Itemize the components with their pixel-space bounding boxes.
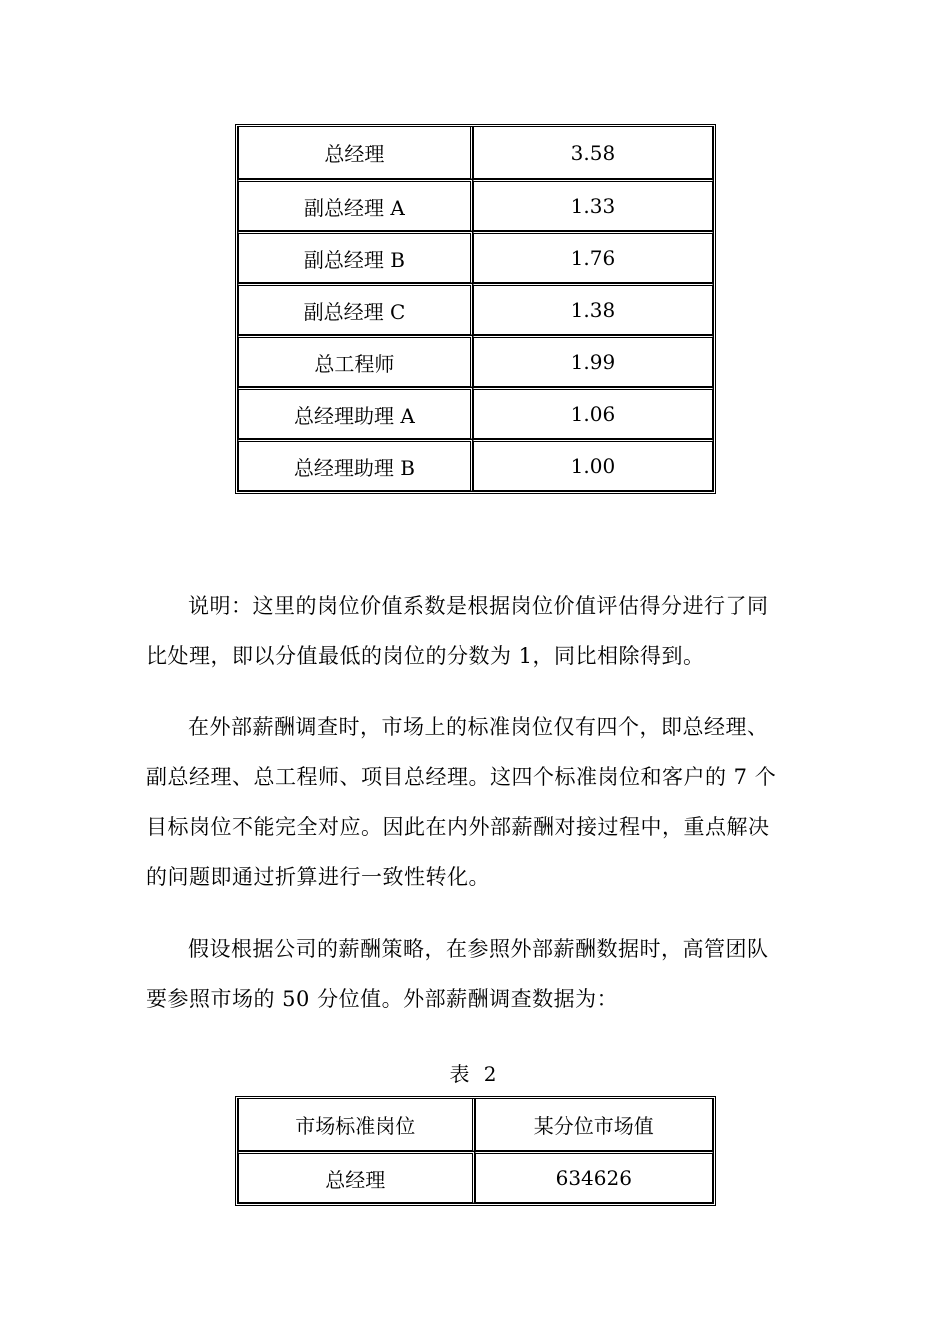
explanation-paragraph — [146, 581, 806, 681]
table-row — [238, 387, 713, 439]
position-cell: 副总经理 B — [238, 231, 473, 283]
value-cell: 1.06 — [473, 387, 713, 439]
paragraph-line: 假设根据公司的薪酬策略，在参照外部薪酬数据时，高管团队 — [188, 937, 769, 961]
paragraph-line: 比处理，即以分值最低的岗位的分数为 1，同比相除得到。 — [146, 644, 705, 668]
paragraph-line: 副总经理、总工程师、项目总经理。这四个标准岗位和客户的 7 个 — [146, 765, 777, 789]
value-cell: 1.38 — [473, 283, 713, 335]
value-cell: 1.99 — [473, 335, 713, 387]
paragraph-line: 目标岗位不能完全对应。因此在内外部薪酬对接过程中，重点解决 — [146, 815, 770, 839]
table-row — [238, 179, 713, 231]
paragraph-line: 的问题即通过折算进行一致性转化。 — [146, 865, 490, 889]
table-row — [238, 127, 713, 179]
table-row — [238, 231, 713, 283]
value-cell: 1.76 — [473, 231, 713, 283]
header-cell: 某分位市场值 — [475, 1099, 713, 1151]
survey-paragraph — [146, 702, 806, 902]
position-cell: 副总经理 C — [238, 283, 473, 335]
table-row — [238, 1151, 713, 1203]
table-row — [238, 283, 713, 335]
paragraph-line: 在外部薪酬调查时，市场上的标准岗位仅有四个，即总经理、 — [188, 715, 769, 739]
position-cell: 总经理助理 B — [238, 439, 473, 491]
position-cell: 副总经理 A — [238, 179, 473, 231]
position-cell: 总经理助理 A — [238, 387, 473, 439]
paragraph-line: 说明：这里的岗位价值系数是根据岗位价值评估得分进行了同 — [188, 594, 769, 618]
position-cell: 总工程师 — [238, 335, 473, 387]
table-header-row — [238, 1099, 713, 1151]
position-value-coefficient-table — [235, 124, 716, 494]
market-value-table — [235, 1096, 716, 1206]
value-cell: 1.00 — [473, 439, 713, 491]
value-cell: 1.33 — [473, 179, 713, 231]
value-cell: 3.58 — [473, 127, 713, 179]
paragraph-line: 要参照市场的 50 分位值。外部薪酬调查数据为： — [146, 987, 619, 1011]
policy-paragraph — [146, 924, 806, 1024]
header-cell: 市场标准岗位 — [238, 1099, 475, 1151]
table-row — [238, 439, 713, 491]
position-cell: 总经理 — [238, 127, 473, 179]
table-row — [238, 335, 713, 387]
table-caption: 表 2 — [449, 1062, 501, 1086]
position-cell: 总经理 — [238, 1151, 475, 1203]
value-cell: 634626 — [475, 1151, 713, 1203]
